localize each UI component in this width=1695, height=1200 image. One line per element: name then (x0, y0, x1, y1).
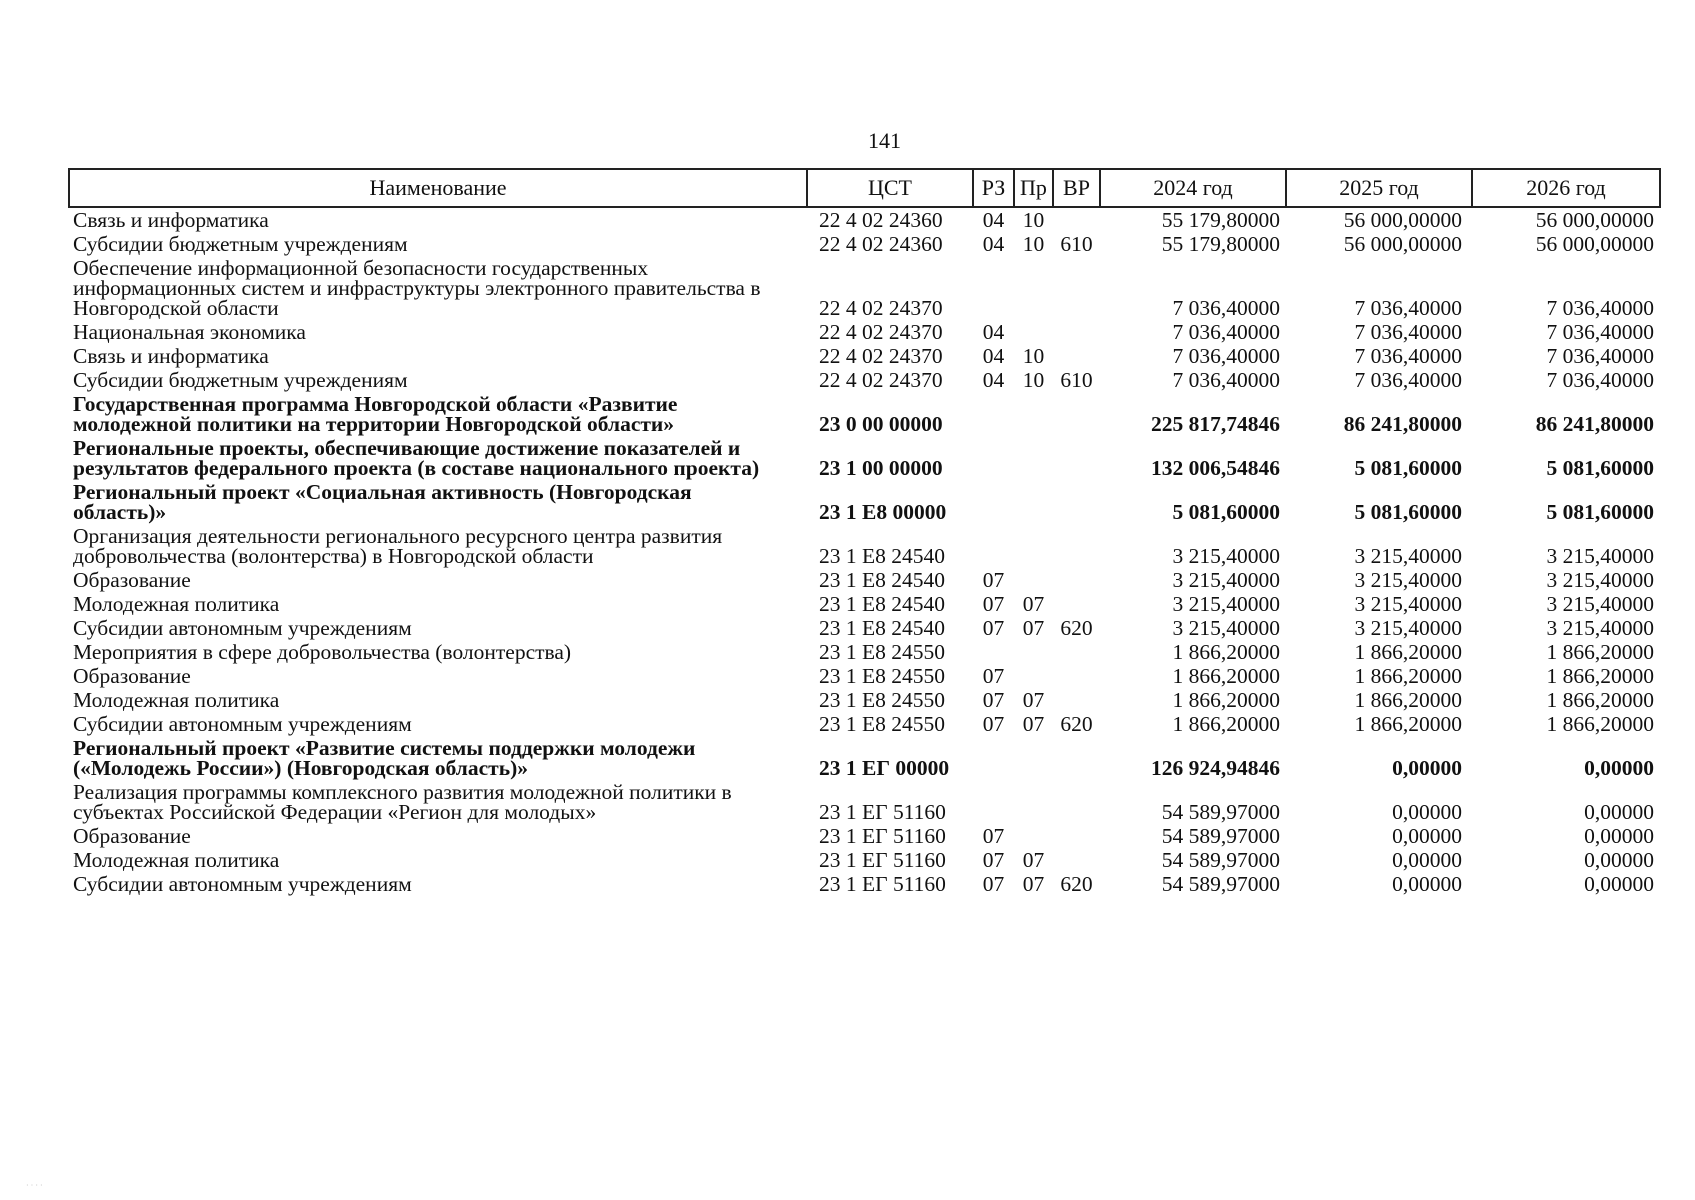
cell-vr (1053, 736, 1100, 780)
cell-2025: 3 215,40000 (1354, 616, 1462, 640)
cell-cst: 23 1 Е8 24540 (819, 592, 946, 616)
cell-cst: 23 1 ЕГ 51160 (819, 848, 946, 872)
table-row (69, 436, 1660, 480)
header-2024: 2024 год (1100, 169, 1286, 207)
table-row (69, 736, 1660, 780)
cell-2026: 3 215,40000 (1546, 544, 1654, 568)
cell-rz (973, 256, 1014, 320)
cell-vr: 620 (1060, 712, 1093, 736)
cell-pr (1014, 480, 1053, 524)
cell-2024: 3 215,40000 (1172, 592, 1280, 616)
cell-rz (973, 736, 1014, 780)
cell-pr: 07 (1022, 712, 1045, 736)
cell-2026: 1 866,20000 (1546, 664, 1654, 688)
cell-rz (973, 436, 1014, 480)
cell-2026: 7 036,40000 (1546, 344, 1654, 368)
cell-2024: 5 081,60000 (1172, 500, 1280, 524)
cell-2026: 0,00000 (1584, 848, 1654, 872)
cell-vr (1053, 207, 1100, 232)
cell-rz: 07 (982, 664, 1005, 688)
cell-2026: 1 866,20000 (1546, 688, 1654, 712)
header-name: Наименование (69, 169, 807, 207)
cell-name: Связь и информатика (73, 344, 269, 368)
cell-name: Субсидии бюджетным учреждениям (73, 368, 408, 392)
cell-vr: 620 (1060, 616, 1093, 640)
cell-cst: 23 1 00 00000 (819, 456, 943, 480)
cell-pr (1014, 824, 1053, 848)
cell-2024: 1 866,20000 (1172, 688, 1280, 712)
cell-2025: 1 866,20000 (1354, 640, 1462, 664)
table-row (69, 780, 1660, 824)
cell-vr: 620 (1060, 872, 1093, 896)
cell-vr (1053, 848, 1100, 872)
cell-2025: 1 866,20000 (1354, 688, 1462, 712)
cell-2024: 7 036,40000 (1172, 368, 1280, 392)
page-number: 141 (868, 128, 901, 153)
cell-rz (973, 640, 1014, 664)
cell-2024: 54 589,97000 (1161, 872, 1280, 896)
header-rz: РЗ (973, 169, 1014, 207)
cell-2026: 56 000,00000 (1535, 232, 1654, 256)
cell-vr (1053, 480, 1100, 524)
cell-2024: 1 866,20000 (1172, 664, 1280, 688)
cell-cst: 22 4 02 24370 (819, 296, 943, 320)
cell-name: Образование (73, 824, 191, 848)
cell-2024: 132 006,54846 (1151, 456, 1280, 480)
cell-pr: 10 (1022, 344, 1045, 368)
cell-name: Обеспечение информационной безопасности государственных информационных систем и инфраструктуры электронного правительства в Новгородской области (73, 256, 761, 320)
table-row (69, 616, 1660, 640)
cell-2026: 5 081,60000 (1546, 456, 1654, 480)
cell-name: Субсидии автономным учреждениям (73, 872, 412, 896)
cell-pr (1014, 392, 1053, 436)
table-row (69, 320, 1660, 344)
cell-pr: 10 (1022, 208, 1045, 232)
cell-cst: 23 1 ЕГ 51160 (819, 872, 946, 896)
cell-rz: 04 (982, 344, 1005, 368)
cell-2026: 3 215,40000 (1546, 616, 1654, 640)
cell-2026: 56 000,00000 (1535, 208, 1654, 232)
cell-rz: 07 (982, 872, 1005, 896)
cell-vr (1053, 592, 1100, 616)
cell-pr (1014, 524, 1053, 568)
header-2025: 2025 год (1286, 169, 1472, 207)
cell-vr (1053, 392, 1100, 436)
cell-pr: 07 (1022, 872, 1045, 896)
cell-pr: 10 (1022, 368, 1045, 392)
cell-2026: 7 036,40000 (1546, 368, 1654, 392)
cell-cst: 23 1 Е8 24540 (819, 616, 946, 640)
cell-2025: 5 081,60000 (1354, 456, 1462, 480)
cell-name: Организация деятельности регионального ресурсного центра развития добровольчества (волонтерства) в Новгородской области (73, 524, 723, 568)
table-row (69, 207, 1660, 232)
table-row (69, 256, 1660, 320)
cell-vr (1053, 780, 1100, 824)
cell-rz: 07 (982, 712, 1005, 736)
table-row (69, 664, 1660, 688)
cell-pr (1014, 640, 1053, 664)
cell-name: Субсидии автономным учреждениям (73, 616, 412, 640)
cell-2026: 1 866,20000 (1546, 640, 1654, 664)
cell-name: Молодежная политика (73, 848, 280, 872)
cell-2026: 7 036,40000 (1546, 296, 1654, 320)
table-row (69, 712, 1660, 736)
cell-2024: 55 179,80000 (1161, 232, 1280, 256)
cell-cst: 23 1 ЕГ 51160 (819, 824, 946, 848)
cell-pr (1014, 664, 1053, 688)
cell-2024: 54 589,97000 (1161, 824, 1280, 848)
cell-2025: 56 000,00000 (1343, 208, 1462, 232)
cell-2025: 3 215,40000 (1354, 568, 1462, 592)
cell-2025: 1 866,20000 (1354, 712, 1462, 736)
cell-pr: 07 (1022, 688, 1045, 712)
cell-cst: 23 1 Е8 24540 (819, 544, 946, 568)
table-row (69, 232, 1660, 256)
cell-name: Молодежная политика (73, 592, 280, 616)
cell-2025: 0,00000 (1392, 848, 1462, 872)
cell-pr: 10 (1022, 232, 1045, 256)
cell-name: Субсидии бюджетным учреждениям (73, 232, 408, 256)
header-vr: ВР (1053, 169, 1100, 207)
cell-2026: 86 241,80000 (1535, 412, 1654, 436)
budget-table (68, 168, 1661, 896)
table-row (69, 688, 1660, 712)
cell-name: Национальная экономика (73, 320, 306, 344)
cell-name: Реализация программы комплексного развития молодежной политики в субъектах Российской Федерации «Регион для молодых» (73, 780, 732, 824)
table-row (69, 592, 1660, 616)
cell-rz: 04 (982, 320, 1005, 344)
table-row (69, 640, 1660, 664)
cell-2026: 0,00000 (1584, 756, 1654, 780)
cell-2025: 0,00000 (1392, 800, 1462, 824)
cell-rz: 07 (982, 568, 1005, 592)
cell-vr (1053, 436, 1100, 480)
cell-rz: 07 (982, 824, 1005, 848)
table-row (69, 568, 1660, 592)
cell-vr: 610 (1060, 232, 1093, 256)
table-row (69, 524, 1660, 568)
cell-pr (1014, 436, 1053, 480)
cell-2025: 7 036,40000 (1354, 320, 1462, 344)
cell-2025: 3 215,40000 (1354, 592, 1462, 616)
cell-name: Субсидии автономным учреждениям (73, 712, 412, 736)
cell-rz: 04 (982, 368, 1005, 392)
cell-cst: 23 1 Е8 24550 (819, 664, 946, 688)
cell-name: Региональный проект «Развитие системы поддержки молодежи («Молодежь России») (Новгородская область)» (73, 736, 696, 780)
cell-rz: 07 (982, 688, 1005, 712)
cell-cst: 23 1 ЕГ 51160 (819, 800, 946, 824)
cell-2026: 5 081,60000 (1546, 500, 1654, 524)
cell-pr (1014, 568, 1053, 592)
cell-vr (1053, 664, 1100, 688)
cell-2024: 55 179,80000 (1161, 208, 1280, 232)
cell-rz: 07 (982, 592, 1005, 616)
cell-cst: 23 1 Е8 24550 (819, 688, 946, 712)
cell-cst: 22 4 02 24370 (819, 344, 943, 368)
table-row (69, 848, 1660, 872)
cell-2024: 1 866,20000 (1172, 640, 1280, 664)
cell-vr (1053, 568, 1100, 592)
table-row (69, 368, 1660, 392)
header-cst: ЦСТ (807, 169, 973, 207)
cell-vr (1053, 344, 1100, 368)
cell-cst: 23 1 Е8 24540 (819, 568, 946, 592)
scan-mark: · · · · (26, 1181, 43, 1190)
cell-rz (973, 524, 1014, 568)
table-row (69, 824, 1660, 848)
cell-pr (1014, 320, 1053, 344)
cell-name: Государственная программа Новгородской области «Развитие молодежной политики на территории Новгородской области» (73, 392, 678, 436)
cell-2026: 7 036,40000 (1546, 320, 1654, 344)
cell-cst: 22 4 02 24370 (819, 320, 943, 344)
cell-2026: 3 215,40000 (1546, 568, 1654, 592)
cell-2024: 7 036,40000 (1172, 296, 1280, 320)
cell-pr (1014, 780, 1053, 824)
header-pr: Пр (1014, 169, 1053, 207)
cell-2025: 5 081,60000 (1354, 500, 1462, 524)
cell-rz: 07 (982, 848, 1005, 872)
cell-2026: 1 866,20000 (1546, 712, 1654, 736)
cell-2024: 1 866,20000 (1172, 712, 1280, 736)
cell-cst: 23 1 Е8 24550 (819, 712, 946, 736)
cell-2025: 7 036,40000 (1354, 344, 1462, 368)
cell-2024: 3 215,40000 (1172, 616, 1280, 640)
cell-name: Образование (73, 664, 191, 688)
cell-cst: 23 1 Е8 24550 (819, 640, 946, 664)
cell-name: Образование (73, 568, 191, 592)
cell-vr (1053, 640, 1100, 664)
table-row (69, 872, 1660, 896)
cell-vr (1053, 256, 1100, 320)
cell-2025: 0,00000 (1392, 756, 1462, 780)
cell-2024: 54 589,97000 (1161, 848, 1280, 872)
cell-2024: 225 817,74846 (1151, 412, 1280, 436)
cell-pr: 07 (1022, 848, 1045, 872)
cell-cst: 22 4 02 24360 (819, 208, 943, 232)
table-row (69, 480, 1660, 524)
table-header-row (69, 169, 1660, 207)
cell-vr (1053, 320, 1100, 344)
cell-cst: 23 0 00 00000 (819, 412, 943, 436)
cell-vr: 610 (1060, 368, 1093, 392)
cell-pr: 07 (1022, 592, 1045, 616)
cell-cst: 23 1 Е8 00000 (819, 500, 947, 524)
cell-2024: 7 036,40000 (1172, 320, 1280, 344)
cell-2025: 1 866,20000 (1354, 664, 1462, 688)
cell-2024: 3 215,40000 (1172, 544, 1280, 568)
cell-2025: 56 000,00000 (1343, 232, 1462, 256)
cell-rz: 04 (982, 208, 1005, 232)
cell-name: Региональный проект «Социальная активность (Новгородская область)» (73, 480, 692, 524)
cell-rz: 04 (982, 232, 1005, 256)
cell-2024: 54 589,97000 (1161, 800, 1280, 824)
cell-2025: 0,00000 (1392, 872, 1462, 896)
cell-name: Молодежная политика (73, 688, 280, 712)
cell-vr (1053, 524, 1100, 568)
cell-2025: 0,00000 (1392, 824, 1462, 848)
cell-2025: 7 036,40000 (1354, 296, 1462, 320)
cell-2026: 3 215,40000 (1546, 592, 1654, 616)
cell-2026: 0,00000 (1584, 800, 1654, 824)
cell-cst: 22 4 02 24360 (819, 232, 943, 256)
cell-rz (973, 780, 1014, 824)
cell-name: Мероприятия в сфере добровольчества (волонтерства) (73, 640, 572, 664)
cell-rz: 07 (982, 616, 1005, 640)
cell-name: Связь и информатика (73, 208, 269, 232)
cell-2026: 0,00000 (1584, 824, 1654, 848)
cell-pr: 07 (1022, 616, 1045, 640)
cell-2025: 86 241,80000 (1343, 412, 1462, 436)
cell-vr (1053, 824, 1100, 848)
cell-2026: 0,00000 (1584, 872, 1654, 896)
cell-pr (1014, 256, 1053, 320)
cell-rz (973, 392, 1014, 436)
table-row (69, 344, 1660, 368)
cell-rz (973, 480, 1014, 524)
cell-2024: 3 215,40000 (1172, 568, 1280, 592)
cell-vr (1053, 688, 1100, 712)
cell-pr (1014, 736, 1053, 780)
cell-cst: 22 4 02 24370 (819, 368, 943, 392)
cell-2024: 7 036,40000 (1172, 344, 1280, 368)
table-body (69, 207, 1660, 896)
table-row (69, 392, 1660, 436)
cell-2025: 3 215,40000 (1354, 544, 1462, 568)
cell-name: Региональные проекты, обеспечивающие достижение показателей и результатов федерального проекта (в составе национального проекта) (73, 436, 760, 480)
cell-cst: 23 1 ЕГ 00000 (819, 756, 950, 780)
cell-2025: 7 036,40000 (1354, 368, 1462, 392)
cell-2024: 126 924,94846 (1151, 756, 1280, 780)
header-2026: 2026 год (1472, 169, 1660, 207)
